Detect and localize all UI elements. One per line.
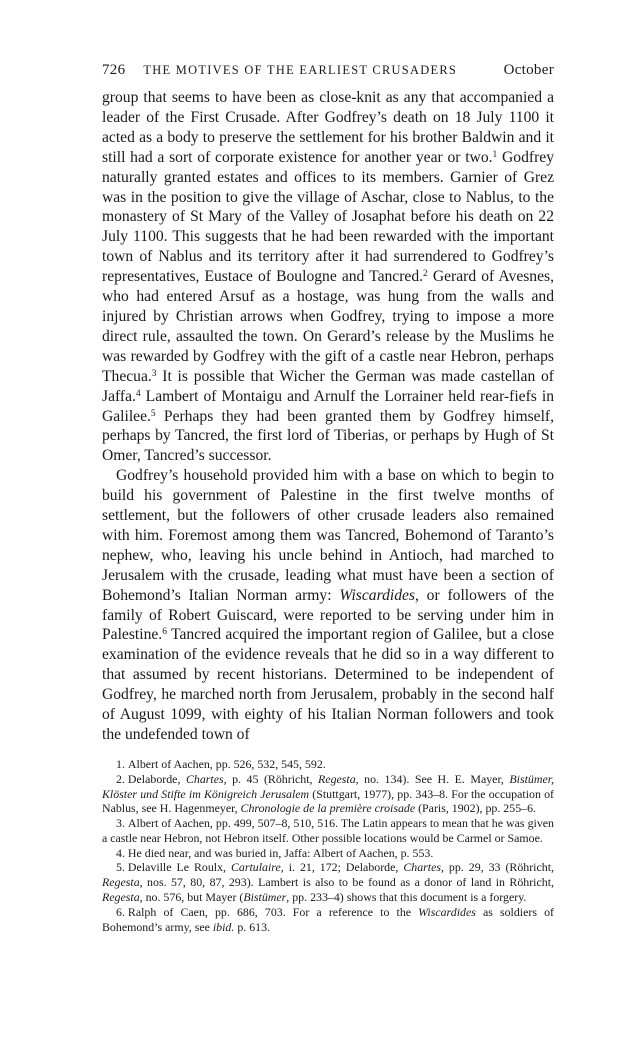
footnote-ref: 1: [492, 149, 498, 160]
footnote-ref: 2: [423, 269, 428, 280]
footnote: 4. He died near, and was buried in, Jaffa: Albert of Aachen, p. 553.: [116, 845, 434, 860]
footnote: 5. Delaville Le Roulx, Cartulaire, i. 21, 172; Delaborde, Chartes, pp. 29, 33 (Röhricht, Regesta, nos. 57, 80, 87, 293). Lambert is also to be found as a donor of land in Röhricht, Regesta, no. 576, but Mayer (Bistümer, pp. 233–4) shows that this document is a forgery.: [102, 860, 554, 905]
footnote: 6. Ralph of Caen, pp. 686, 703. For a reference to the Wiscardides as soldiers of Bohemond’s army, see ibid. p. 613.: [102, 904, 554, 934]
footnotes: [102, 757, 554, 935]
footnote: 3. Albert of Aachen, pp. 499, 507–8, 510, 516. The Latin appears to mean that he was given a castle near Hebron, not Hebron itself. Other possible locations would be Carmel or Samoe.: [102, 816, 554, 845]
footnote: 1. Albert of Aachen, pp. 526, 532, 545, 592.: [116, 756, 326, 771]
footnote-ref: 6: [162, 627, 167, 638]
footnote-ref: 4: [135, 388, 141, 399]
body-text: [102, 88, 554, 745]
running-head: [102, 62, 554, 79]
paragraph: group that seems to have been as close-knit as any that accompanied a leader of the First Crusade. After Godfrey’s death on 18 July 1100 it acted as a body to preserve the settlement for his brother Baldwin and it still had a sort of corporate existence for another year or two.$^1$ Godfrey naturally granted estates and offices to its members. Garnier of Grez was in the position to give the village of Aschar, close to Nablus, to the monastery of St Mary of the Valley of Josaphat before his death on 22 July 1100. This suggests that he had been rewarded with the important town of Nablus and its territory after it had surrendered to Godfrey’s representatives, Eustace of Boulogne and Tancred.$^2$ Gerard of Avesnes, who had entered Arsuf as a hostage, was hung from the walls and injured by Christian arrows when Godfrey, trying to impose a more direct rule, assaulted the town. On Gerard’s release by the Muslims he was rewarded by Godfrey with the gift of a castle near Hebron, perhaps Thecua.$^3$ It is possible that Wicher the German was made castellan of Jaffa.$^4$ Lambert of Montaigu and Arnulf the Lorrainer held rear-fiefs in Galilee.$^5$ Perhaps they had been granted them by Godfrey himself, perhaps by Tancred, the first lord of Tiberias, or perhaps by Hugh of St Omer, Tancred’s successor.: [102, 89, 555, 465]
footnote-ref: 3: [151, 368, 157, 379]
page-number: 726: [102, 62, 126, 78]
journal-page: [102, 62, 554, 934]
footnote-ref: 5: [150, 408, 156, 419]
running-month: October: [503, 62, 554, 78]
running-title: THE MOTIVES OF THE EARLIEST CRUSADERS: [143, 63, 458, 77]
paragraph: Godfrey’s household provided him with a base on which to begin to build his government of Palestine in the first twelve months of settlement, but the followers of other crusade leaders also remained with him. Foremost among them was Tancred, Bohemond of Taranto’s nephew, who, leaving his uncle behind in Antioch, had marched to Jerusalem with the crusade, leading what must have been a section of Bohemond’s Italian Norman army: Wiscardides, or followers of the family of Robert Guiscard, were reported to be serving under him in Palestine.$^6$ Tancred acquired the important region of Galilee, but a close examination of the evidence reveals that he did so in a way different to that assumed by recent historians. Determined to be independent of Godfrey, he marched north from Jerusalem, probably in the second half of August 1099, with eighty of his Italian Norman followers and took the undefended town of: [102, 467, 554, 743]
footnote: 2. Delaborde, Chartes, p. 45 (Röhricht, Regesta, no. 134). See H. E. Mayer, Bistümer, Klöster und Stifte im Königreich Jerusalem (Stuttgart, 1977), pp. 343–8. For the occupation of Nablus, see H. Hagenmeyer, Chronologie de la première croisade (Paris, 1902), pp. 255–6.: [102, 771, 555, 816]
